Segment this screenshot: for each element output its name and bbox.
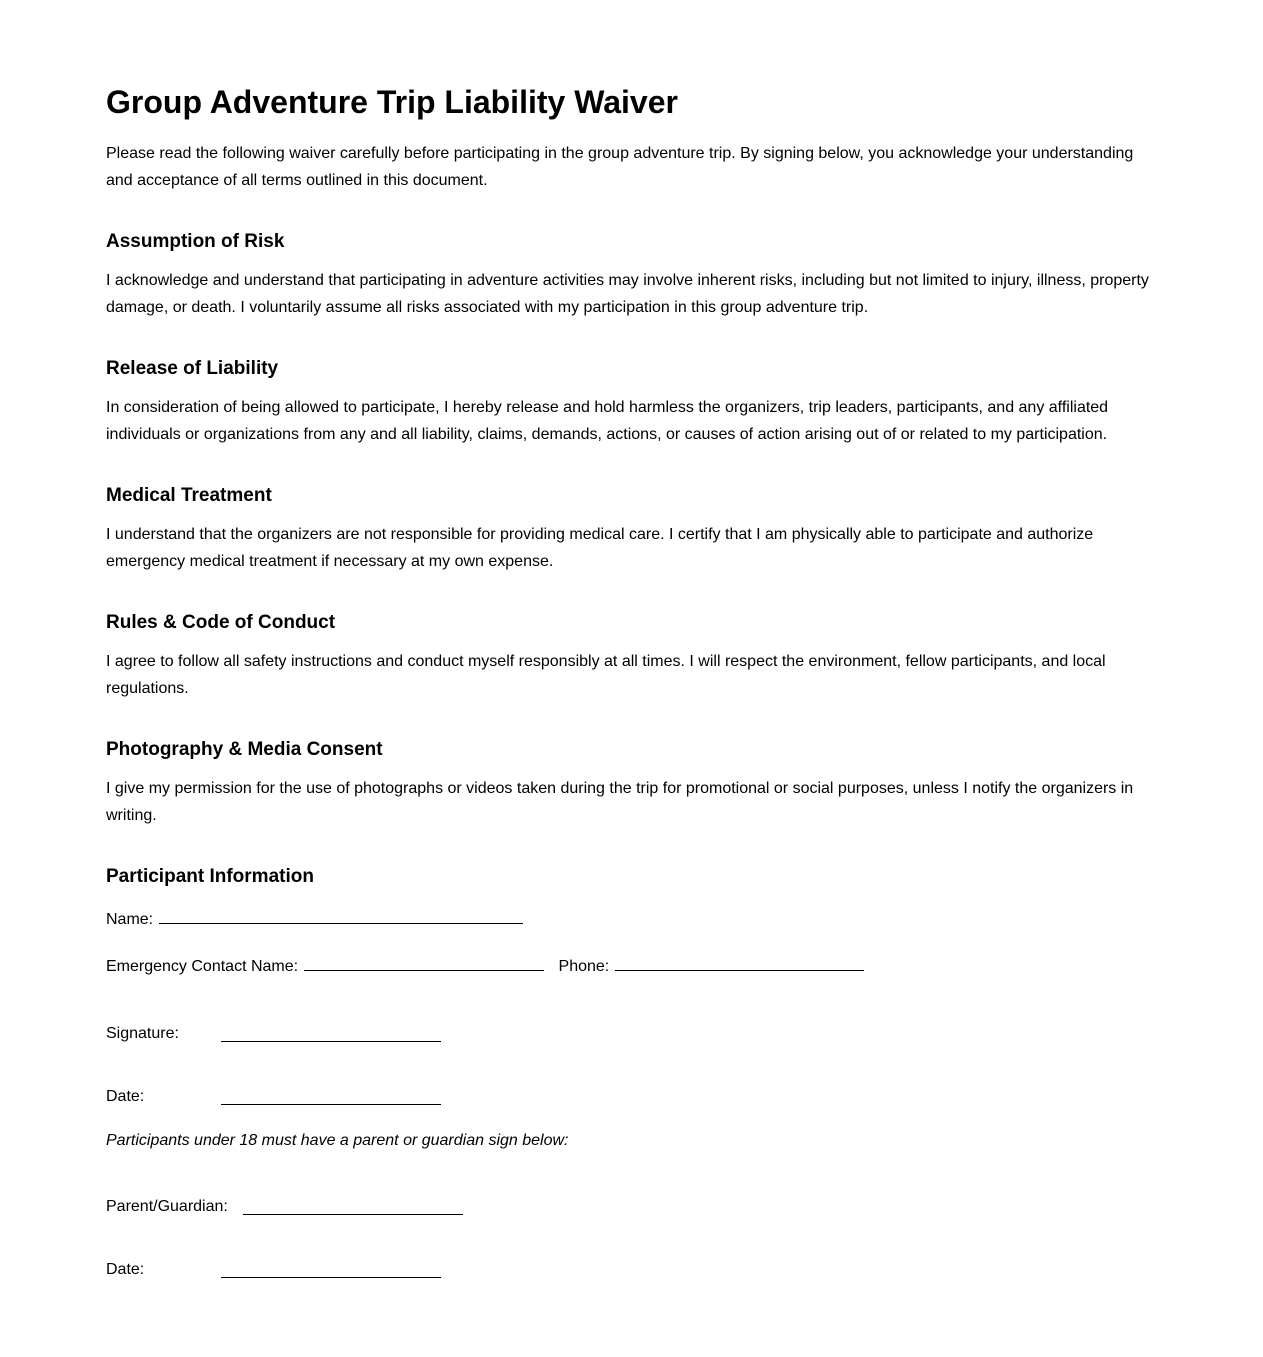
emergency-contact-row <box>106 953 1156 977</box>
section-assumption-of-risk <box>106 229 1156 321</box>
section-heading: Rules & Code of Conduct <box>106 612 336 633</box>
participant-information <box>106 864 1156 977</box>
phone-label: Phone: <box>558 958 610 975</box>
emergency-contact-label: Emergency Contact Name: <box>106 958 299 975</box>
section-body: I agree to follow all safety instructions and conduct myself responsibly at all times. I will respect the environment, fellow participants, and local regulations. <box>106 653 1106 697</box>
emergency-contact-field[interactable] <box>304 953 544 971</box>
date-row <box>106 1088 1156 1108</box>
waiver-document <box>106 80 1156 1281</box>
signature-row <box>106 1025 1156 1045</box>
signature-field[interactable] <box>221 1041 441 1042</box>
date-field[interactable] <box>221 1104 441 1105</box>
section-body: I understand that the organizers are not responsible for providing medical care. I certify that I am physically able to participate and authorize emergency medical treatment if necessary at my own expense. <box>106 526 1094 570</box>
section-photography-media-consent <box>106 737 1156 829</box>
name-row <box>106 906 1156 930</box>
signature-label: Signature: <box>106 1025 179 1042</box>
section-heading: Photography & Media Consent <box>106 739 383 760</box>
guardian-date-field[interactable] <box>221 1277 441 1278</box>
section-body: I give my permission for the use of photographs or videos taken during the trip for promotional or social purposes, unless I notify the organizers in writing. <box>106 780 1134 824</box>
section-medical-treatment <box>106 483 1156 575</box>
phone-field[interactable] <box>615 953 864 971</box>
section-heading: Participant Information <box>106 866 314 887</box>
minor-note: Participants under 18 must have a parent or guardian sign below: <box>106 1132 569 1149</box>
guardian-label: Parent/Guardian: <box>106 1198 228 1215</box>
date-label: Date: <box>106 1088 145 1105</box>
guardian-row <box>106 1198 1156 1218</box>
name-label: Name: <box>106 911 154 928</box>
section-rules-code-of-conduct <box>106 610 1156 702</box>
intro-paragraph: Please read the following waiver carefully before participating in the group adventure trip. By signing below, you acknowledge your understanding and acceptance of all terms outlined in this document. <box>106 145 1134 189</box>
section-body: In consideration of being allowed to participate, I hereby release and hold harmless the organizers, trip leaders, participants, and any affiliated individuals or organizations from any and all liability, claims, demands, actions, or causes of action arising out of or related to my participation. <box>106 399 1109 443</box>
guardian-signature-field[interactable] <box>243 1214 463 1215</box>
section-body: I acknowledge and understand that participating in adventure activities may involve inherent risks, including but not limited to injury, illness, property damage, or death. I voluntarily assume all risks associated with my participation in this group adventure trip. <box>106 272 1149 316</box>
section-heading: Medical Treatment <box>106 485 272 506</box>
guardian-date-label: Date: <box>106 1261 145 1278</box>
guardian-date-row <box>106 1261 1156 1281</box>
name-field[interactable] <box>159 906 523 924</box>
section-heading: Assumption of Risk <box>106 231 285 252</box>
section-heading: Release of Liability <box>106 358 279 379</box>
section-release-of-liability <box>106 356 1156 448</box>
page-title: Group Adventure Trip Liability Waiver <box>106 84 678 120</box>
